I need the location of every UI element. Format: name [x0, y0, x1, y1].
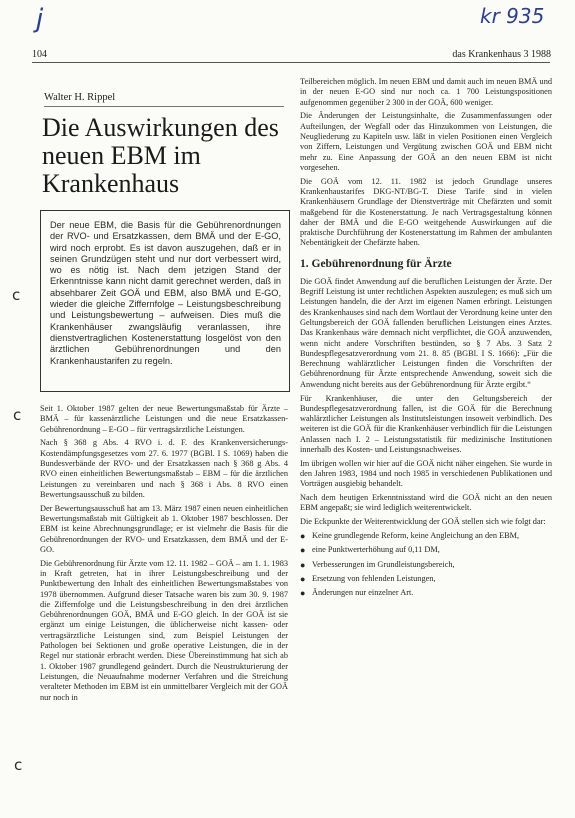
list-item [300, 574, 552, 584]
author-rule [44, 106, 284, 107]
paragraph: Die Änderungen der Leistungsinhalte, die Zusammenfassungen oder Aufteilungen, der Wegfall oder das Hinzukommen von Leistungen, die Neugliederung zu Kapiteln usw. läßt in vielen Positionen einen Vergleich von Ziffern, Leistungen und Vergütung zwischen GOÄ und EBM nicht mehr zu. Eine Anpassung der GOÄ an den neuen EBM ist nicht vorgesehen. [300, 111, 552, 172]
bullet-icon: ● [300, 573, 306, 584]
paragraph: Nach § 368 g Abs. 4 RVO i. d. F. des Krankenversicherungs-Kostendämpfungsgesetzes vom 27. 6. 1977 (BGBl. I S. 1069) haben die Bundesverbände der RVO- und der Ersatzkassen nach § 368 g Abs. 4 RVO einen einheitlichen Bewertungsmaßstab – EBM – für die ärztlichen Leistungen zu vereinbaren und nach § 368 i Abs. 8 RVO einen Bewertungsausschuß zu bilden. [40, 438, 288, 499]
paragraph: Die Eckpunkte der Weiterentwicklung der GOÄ stellen sich wie folgt dar: [300, 517, 546, 527]
list-item [300, 531, 552, 541]
paragraph: Seit 1. Oktober 1987 gelten der neue Bewertungsmaßstab für Ärzte – BMÄ – für kassenärztliche Leistungen und die neue Ersatzkassen-Gebührenordnung – E-GO – für vertragsärztliche Leistungen. [40, 404, 288, 434]
list-item [300, 560, 552, 570]
list-item-text: Verbesserungen im Grundleistungsbereich, [312, 559, 455, 569]
paragraph: Nach dem heutigen Erkenntnisstand wird die GOÄ nicht an den neuen EBM angepaßt; sie wird lediglich weiterentwickelt. [300, 493, 552, 513]
page-number: 104 [32, 49, 47, 60]
list-item-text: eine Punktwerterhöhung auf 0,11 DM, [312, 545, 440, 555]
paragraph: Teilbereichen möglich. Im neuen EBM und damit auch im neuen BMÄ und in der neuen E-GO sind nur noch ca. 1 700 Leistungspositionen aufgenommen gegenüber 2 300 in der GOÄ, 600 weniger. [300, 77, 552, 107]
body-column-left [40, 404, 288, 818]
list-item [300, 588, 552, 598]
handwritten-note: kr 935 [480, 4, 545, 28]
author-name: Walter H. Rippel [44, 92, 116, 103]
paragraph: Im übrigen wollen wir hier auf die GOÄ nicht näher eingehen. Sie wurde in den Jahren 1983, 1984 und noch 1985 in verschiedenen Publikationen und Vorträgen ausgiebig behandelt. [300, 458, 552, 489]
bullet-icon: ● [300, 559, 306, 570]
abstract-text: Der neue EBM, die Basis für die Gebührenordnungen der RVO- und Ersatzkassen, dem BMÄ und der E-GO, wird noch erprobt. Es ist davon auszugehen, daß er in seinen Grundzügen steht und nur dort verbessert wird, wo es nötig ist. Nach dem jetzigen Stand der Erkenntnisse kann nicht damit gerechnet werden, daß in absehbarer Zeit GOÄ und EBM, also BMÄ und E-GO, wieder die gleiche Ziffernfolge – Leistungsbeschreibung und Leistungsbewertung – aufweisen. Dies muß die Krankenhäuser zwangsläufig veranlassen, ihre dienstvertraglichen Kostenerstattung losgelöst von den ärztlichen Gebührenordnungen und den Krankenhaustarifen zu regeln. [50, 220, 281, 366]
paragraph: Für Krankenhäuser, die unter den Geltungsbereich der Bundespflegesatzverordnung fallen, ist die GOÄ für die Berechnung wahlärztlicher Leistungen als Institutsleistungen insoweit verbindlich. Des weiteren ist die GOÄ für die Krankenhäuser verbindlich für die Leistungen Anlassen nach I. 2 – Leistungsstatistik für medizinische Institutionen innerhalb des Kosten- und Leistungsnachweises. [300, 393, 552, 454]
paragraph: Die Gebührenordnung für Ärzte vom 12. 11. 1982 – GOÄ – am 1. 1. 1983 in Kraft getreten, hat in ihrer Leistungsbeschreibung und der Punktbewertung den Inhalt des einheitlichen Bewertungsmaßstabes von 1978 übernommen. Aufgrund dieser Tatsache waren bis zum 30. 9. 1987 die Ziffernfolge und die Leistungsbeschreibung in den drei ärztlichen Gebührenordnungen GOÄ, BMÄ und E-GO gleich. In der GOÄ ist sie ergänzt um einige Leistungen, die üblicherweise nicht kassen- oder vertragsärztliche Leistungen sind, zum Beispiel Leistungen der Pathologen bei Sektionen und große operative Leistungen, die in der Regel nur stationär erbracht werden. Diese Übereinstimmung hat sich ab 1. Oktober 1987 grundlegend geändert. Durch die Neustrukturierung der Leistungen, die Neuaufnahme moderner Verfahren und die Streichung veralteter Methoden im EBM ist ein unmittelbarer Vergleich mit der GOÄ nur noch in [40, 558, 288, 702]
list-item-text: Keine grundlegende Reform, keine Angleichung an den EBM, [312, 531, 520, 541]
article-title: Die Auswirkungen des neuen EBM im Krankenhaus [42, 113, 279, 198]
list-item [300, 545, 552, 555]
paragraph: Der Bewertungsausschuß hat am 13. März 1987 einen neuen einheitlichen Bewertungsmaßstab mit Gültigkeit ab 1. Oktober 1987 beschlossen. Der EBM ist keine Abrechnungsgrundlage; er ist vielmehr die Basis für die Gebührenordnungen der RVO- und Ersatzkassen, dem BMÄ und der E-GO. [40, 503, 288, 554]
section-heading: 1. Gebührenordnung für Ärzte [300, 257, 452, 270]
running-title: das Krankenhaus 3 1988 [452, 49, 551, 60]
header-rule [32, 62, 550, 63]
bullet-list [300, 531, 552, 598]
paragraph: Die GOÄ vom 12. 11. 1982 ist jedoch Grundlage unseres Krankenhaustarifes DKG-NT/BG-T. Diese Tarife sind in vielen Krankenhäusern Grundlage der Dienstverträge mit Chefärzten und somit maßgebend für die Kostenerstattung. Je nach Vertragsgestaltung können daher der BMÄ und die E-GO weitgehende Auswirkungen auf die praktische Durchführung der Kostenerstattung im Rahmen der ambulanten Nebentätigkeit der Chefärzte haben. [300, 176, 552, 248]
list-item-text: Änderungen nur einzelner Art. [312, 588, 414, 598]
abstract-box [40, 210, 290, 392]
body-column-right [300, 77, 552, 818]
bullet-icon: ● [300, 588, 306, 599]
paragraph: Die GOÄ findet Anwendung auf die beruflichen Leistungen der Ärzte. Der Begriff Leistung ist unter rechtlichen Aspekten auszulegen; es muß sich um Leistungen handeln, die der Arzt im eigenen Namen erbringt. Leistungen des Krankenhauses sind nach dem Wortlaut der Verordnung keine unter den Geltungsbereich der GOÄ fallenden beruflichen Leistungen eines Arztes. Das Krankenhaus wäre demnach nicht verpflichtet, die GOÄ anzuwenden, wenn nicht andere Vorschriften bestünden, so § 7 Abs. 3 Satz 2 Bundespflegesatzverordnung vom 21. 8. 85 (BGBl. I S. 1666): „Für die Berechnung wahlärztlicher Leistungen finden die Vorschriften der Gebührenordnung für Ärzte entsprechende Anwendung, soweit sich die Anwendung nicht bereits aus der Gebührenordnung für Ärzte ergibt.“ [300, 276, 552, 389]
handwritten-mark: j [36, 4, 44, 34]
list-item-text: Ersetzung von fehlenden Leistungen, [312, 573, 436, 583]
bullet-icon: ● [300, 545, 306, 556]
margin-mark: c [13, 406, 22, 424]
margin-mark: c [14, 756, 23, 774]
bullet-icon: ● [300, 531, 306, 542]
margin-mark: c [12, 286, 21, 304]
